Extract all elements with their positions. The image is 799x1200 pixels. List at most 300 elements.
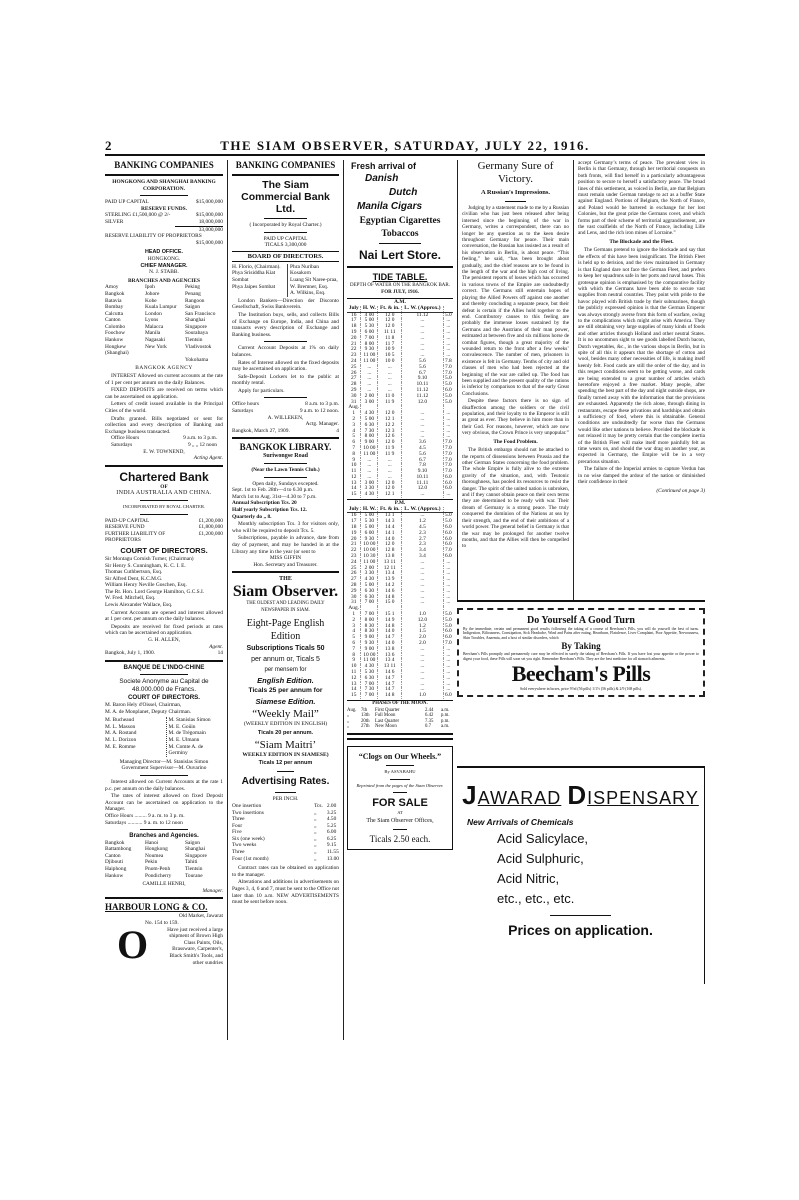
tide-cell: 12 0 <box>378 312 402 318</box>
branch: Bangkok <box>105 290 125 297</box>
article-paragraph: The Germans pretend to ignore the blockade and say that the effects of this have been insignificant. The British Fleet is held up to derision, and the view maintained in Germany is that England dare not face the German Fleet, and prefers to keep her squadrons safe in her ports and naval bases. This grotesque opinion is emphasised by the comparative facility with which the Germans have been able to secure vast supplies from neutral countries. They point with pride to the havoc played with British trade by their submarines, though the publicly expressed opinion is that the German Emperor was always strongly averse from this form of warfare, owing to the complications which might arise with America. They are still obtaining very large supplies of many kinds of foods and other articles through Holland and other neutral States. It is no uncommon sight to see goods labelled Dutch bacon, Dutch vegetables, &c., in the various shops in Berlin, but in spite of all this it appears that the shortage of cotton and wool, besides many other necessities of life, is making itself keenly felt. Food cards are still the order of the day, and in this respect conditions seem to be getting worse, and cards are being extended to a great number of articles which heretofore enjoyed a free market. Many people, after spending the best part of the day and night outside shops, are finally turned away with the information that the provisions are exhausted. Apparently the rich alone, through dining in restaurants, escape these privations and hardships and obtain a sufficiency of food, where this is obtainable. General conditions are undoubtedly far worse than the Germans would like other nations to believe. Provided the blockade is not relaxed it may be pretty certain that the complete inertia of the British Fleet will make itself more painfully felt as time wears on, and should the war drag on another year, as expected in Germany, the Empire will be in a very precarious situation. <box>578 247 705 465</box>
siamese-edition: Siamese Edition. <box>255 697 316 707</box>
tide-cell: 6.7 <box>402 458 444 464</box>
dateline: Bangkok, July 1, 1900. <box>105 650 156 657</box>
office-hours: Office Hours ......... 9 a. m. to 3 p. m. <box>105 812 185 819</box>
tide-cell: ... <box>443 653 453 659</box>
tide-cell: 11.12 <box>402 394 444 400</box>
col-header: Ft. & in. <box>378 306 402 312</box>
rate-value: 6.00 <box>326 829 337 836</box>
branch: Hongkong <box>145 846 168 853</box>
tide-cell: ... <box>443 492 453 498</box>
reserve-heading: RESERVE FUNDS. <box>141 205 187 212</box>
subtitle: Societe Anonyme au Capital de 48.000.000 de Francs. <box>119 678 209 694</box>
tide-cell: 6 00 <box>361 330 378 336</box>
divider <box>105 660 223 662</box>
director: M. E. Romme <box>105 743 136 750</box>
tide-cell: 13 8 <box>378 647 402 653</box>
tide-cell: 12 3 <box>378 429 402 435</box>
tide-cell: ... <box>443 336 453 342</box>
hsbc-ad <box>105 179 223 462</box>
company-name: HARBOUR LONG & CO. <box>105 902 208 913</box>
tide-cell: 5 <box>352 433 356 440</box>
tide-cell: 5.6 <box>402 365 444 371</box>
tide-cell: 9 <box>352 657 356 664</box>
tide-cell: 26 <box>351 369 357 376</box>
tide-cell: 10 <box>351 663 357 670</box>
moon-cell: „ <box>347 713 350 719</box>
eight-page-edition: Eight-Page English Edition <box>246 618 325 643</box>
tide-cell: ... <box>443 682 453 688</box>
tide-cell: 5.0 <box>444 311 452 318</box>
divider <box>386 765 415 766</box>
section-heading: BANKING COMPANIES <box>235 160 336 170</box>
tide-cell: 27 <box>351 576 357 583</box>
tide-cell: ... <box>443 664 453 670</box>
branch: Noumea <box>145 852 164 859</box>
tide-cell: 30 <box>351 593 357 600</box>
board-heading: BOARD OF DIRECTORS. <box>232 251 339 262</box>
tide-cell: 12 0 <box>378 440 402 446</box>
moon-phases <box>347 700 453 730</box>
tide-cell: 9 00 <box>361 440 378 446</box>
branch: Nagasaki <box>145 337 166 344</box>
tide-cell: 12 1 <box>378 417 402 423</box>
director: M. Comte A. de Germiny <box>168 743 204 757</box>
bank-name: BANQUE DE L'INDO-CHINE <box>123 663 205 671</box>
tide-cell: 26 <box>351 570 357 577</box>
col-header: L. W. (Approx.) <box>402 507 444 513</box>
tide-cell: 8 00 <box>361 342 378 348</box>
tide-cell: 7 00 <box>361 612 378 618</box>
tide-cell: 5 00 <box>361 318 378 324</box>
director: William Henry Neville Goschen, Esq. <box>105 582 187 589</box>
tide-cell: 5.0 <box>444 622 452 629</box>
tide-cell: ... <box>443 429 453 435</box>
director: A. Wilkins, Esq. <box>290 290 326 297</box>
tide-cell: 8 00 <box>361 618 378 624</box>
branch: Canton <box>105 852 121 859</box>
tide-cell: ... <box>402 566 444 572</box>
tide-cell: 2.0 <box>402 641 444 647</box>
tide-cell: 11 7 <box>378 342 402 348</box>
branch: Foochow <box>105 330 126 337</box>
tide-cell: ... <box>443 687 453 693</box>
article-paragraph: The failure of the Imperial armies to capture Verdun has in no wise damped the ardour of the nation or diminished their confidence in their <box>578 466 705 486</box>
value: $15,000,000 <box>196 199 223 206</box>
by-taking: By Taking <box>561 641 601 652</box>
tide-cell: 8 30 <box>361 624 378 630</box>
divider <box>347 733 453 735</box>
tide-cell: 3.4 <box>402 554 444 560</box>
tide-row <box>347 492 453 498</box>
rates-table <box>232 803 339 862</box>
branch <box>105 357 143 364</box>
tide-cell: ... <box>361 376 378 382</box>
divider <box>105 174 223 176</box>
tide-cell: 5 30 <box>361 519 378 525</box>
tide-cell: 6.0 <box>444 553 452 560</box>
tide-cell: 14 8 <box>378 693 402 699</box>
tide-cell: ... <box>378 371 402 377</box>
label: Office hours <box>232 401 259 408</box>
newspaper-page <box>105 138 705 1058</box>
branch: Malacca <box>145 323 164 330</box>
branch: Djibouti <box>105 859 123 866</box>
tide-cell: 11.12 <box>402 312 444 318</box>
harbour-long-ad <box>105 902 223 968</box>
tide-cell: 14 0 <box>378 641 402 647</box>
prices-on-application: Prices on application. <box>508 922 653 938</box>
rate-label: Five <box>232 829 242 836</box>
hours: Sept. 1st to Feb. 28th—4 to 6.30 p.m. <box>232 487 314 494</box>
tide-cell: 12.0 <box>402 618 444 624</box>
value: $15,000,000 <box>196 212 223 219</box>
moon-cell: 27th <box>361 724 370 730</box>
tide-cell: 10 30 <box>361 554 378 560</box>
subscription-line: Ticals 12 per annum <box>258 760 313 767</box>
rate-label: Three <box>232 849 245 856</box>
tide-cell: 5.0 <box>444 381 452 388</box>
tide-cell: 1 <box>352 611 356 618</box>
rate-value: 3.25 <box>326 809 337 816</box>
chemical-item: Acid Sulphuric, <box>497 851 584 866</box>
tide-cell: ... <box>378 469 402 475</box>
total: 33,000,000 <box>175 226 223 234</box>
rate-unit: „ <box>314 822 317 829</box>
tide-cell: ... <box>443 560 453 566</box>
moon-phase-row <box>347 724 453 730</box>
divider <box>140 195 187 196</box>
tide-cell: 14 1 <box>378 531 402 537</box>
siam-observer-ad <box>232 576 339 768</box>
branch: Kobe <box>145 297 157 304</box>
divider <box>550 915 612 916</box>
rate-label: Two weeks <box>232 842 257 849</box>
book-title: “Clogs on Our Wheels.” <box>358 751 442 761</box>
tide-cell: ... <box>402 595 444 601</box>
tide-cell: 11 <box>351 468 357 475</box>
tide-cell: 13 11 <box>378 560 402 566</box>
tide-cell: 22 <box>351 346 357 353</box>
tide-cell: ... <box>443 577 453 583</box>
value: £1,200,000 <box>198 530 223 537</box>
tide-cell: ... <box>402 589 444 595</box>
danish: Danish <box>365 173 399 184</box>
tide-cell: 3 <box>352 622 356 629</box>
director: Thomas Cuthbertson, Esq. <box>105 569 163 576</box>
tide-cell: 7.0 <box>444 439 452 446</box>
tide-cell: 14 9 <box>378 618 402 624</box>
tide-cell: ... <box>361 382 378 388</box>
col-header: H. W. <box>362 505 376 512</box>
paragraph: Apply for particulars. <box>238 387 285 394</box>
value: 9 a.m. to 3 p.m. <box>183 435 217 442</box>
rate-label: Three <box>232 816 245 823</box>
price: Ticals 2.50 each. <box>369 833 431 844</box>
tide-cell: 6.0 <box>444 473 452 480</box>
tide-cell: 7.0 <box>444 468 452 475</box>
divider <box>264 218 307 219</box>
court-heading: COURT OF DIRECTORS. <box>120 545 208 555</box>
tide-cell: ... <box>402 423 444 429</box>
branch: Tientsin <box>185 866 203 873</box>
col-header: H. W. <box>362 304 376 311</box>
tide-cell: 9 00 <box>361 647 378 653</box>
subscription: Half yearly Subscription Tcs. 12. <box>232 507 307 513</box>
tide-cell: ... <box>443 676 453 682</box>
branch: Hongkew (Shanghai) <box>105 343 129 357</box>
tide-cell: ... <box>443 595 453 601</box>
branch: Tourane <box>185 872 203 879</box>
article-subheading: The Blockade and the Fleet. <box>609 238 674 245</box>
director: The Rt. Hon. Lord George Hamilton, G.C.S.I. <box>105 588 205 595</box>
library-name: BANGKOK LIBRARY. <box>239 442 332 453</box>
masthead <box>105 138 705 156</box>
indochine-ad <box>105 665 223 895</box>
name-part: AWARAD <box>477 788 562 808</box>
tide-cell: 11 00 <box>361 658 378 664</box>
tide-cell: 12.0 <box>402 486 444 492</box>
tide-cell: 13 4 <box>378 571 402 577</box>
tide-cell: 5 00 <box>361 417 378 423</box>
tide-row <box>347 693 453 699</box>
tide-month: FOR JULY, 1916. <box>381 289 419 295</box>
tide-cell: Aug. <box>348 605 360 612</box>
siam-observer-logo: Siam Observer. <box>232 582 339 600</box>
tide-cell: 6 <box>352 439 356 446</box>
tide-cell: 7.8 <box>444 357 452 364</box>
article-paragraph: Judging by a statement made to me by a Russian civilian who has just been released after being interned since the beginning of the war in Germany, writes a correspondent, there can no longer be any question as to the keen desire throughout Germany for peace. Their main conversation, the Russian has insisted as a result of his observation in Berlin, is about peace. “This feeling,” he said, “has been brought about gradually, and the chief reasons are to be found in the length of the war and the high cost of living. The persistent reports of losses which has occurred in various towns of the Empire are undoubtedly correct. The Germans still entertain hopes of playing the Allied Powers off against one another and thereby concluding a separate peace, but their defeat is certain if the Allies hold together to the end. Contributory causes to this feeling are probably the immense losses sustained by the Germans and the Austrians of their man power, estimated at between five and six millions horse de combat figures, though a great majority of the wounded return to the front after a few weeks’ convalescence. The number of men, prisoners in existence is felt in Germany. Tenths of city and old classes of men who had been rejected at the beginning of the war are called up. The food has been supplied and the present quality of the rations is inferior by comparison to that of the early Great Conclusions. <box>462 205 569 397</box>
tide-cell: 6.7 <box>402 371 444 377</box>
tide-cell: 14 2 <box>378 583 402 589</box>
tide-cell: 6.0 <box>444 485 452 492</box>
tide-cell: 2.0 <box>402 635 444 641</box>
tide-cell: 12 0 <box>378 481 402 487</box>
divider <box>140 674 187 675</box>
tide-cell: 16 <box>351 311 357 318</box>
weekly-mail: “Weekly Mail” <box>252 708 319 721</box>
director: M. de Trégomain <box>168 730 206 737</box>
branch: Peking <box>185 284 200 291</box>
tide-cell: 5.0 <box>444 611 452 618</box>
tide-cell: 1.5 <box>402 629 444 635</box>
col-header: L. W. (Approx.) <box>402 306 444 312</box>
signatory: E. W. TOWNEND, <box>143 448 185 455</box>
saturday-hours: Saturdays ........... 9 a. m. to 12 noon <box>105 819 183 826</box>
tide-cell: ... <box>402 411 444 417</box>
tide-cell: ... <box>402 429 444 435</box>
the-label: THE <box>279 576 292 583</box>
article-paragraph: accept Germany’s terms of peace. The prevalent view in Berlin is that Germany, through her territorial conquests on both fronts, will find herself in a particularly advantageous position to secure to herself a satisfactory peace. The broad lines of this settlement, as voiced in Berlin, are that Belgium must remain under German tutelage to act as a buffer State against England. Portions of Belgium, the North of France, and Poland would be bartered in exchange for her lost Colonies, but the great prize the Germans covet, and which forms part of their scheme of territorial aggrandisement, are the vast coalfields of the North of France, including Lille and Lens, and the rich iron mines of Lorraine.” <box>578 160 705 237</box>
of-label: OF <box>160 483 168 490</box>
tide-cell: 12 0 <box>378 411 402 417</box>
tide-am-table <box>347 306 453 498</box>
branch: Manila <box>145 330 161 337</box>
tide-cell: 10 9 <box>378 347 402 353</box>
tide-cell: 5 30 <box>361 670 378 676</box>
column-4 <box>457 160 569 600</box>
tide-cell: 7 <box>352 444 356 451</box>
tide-cell: 5 30 <box>361 324 378 330</box>
rate-unit: Tcs. <box>314 802 323 809</box>
moon-cell: 7.35 <box>425 718 434 724</box>
paragraph: Interest allowed on Current Accounts at the rate 1 p.c. per annum on the daily balances. <box>105 778 223 792</box>
name-part: ISPENSARY <box>587 788 699 808</box>
director: M. Stanislas Simon <box>168 717 211 724</box>
library-road: Suriwongse Road <box>263 453 308 460</box>
tide-cell: 14 8 <box>378 624 402 630</box>
tide-cell: 6 00 <box>361 531 378 537</box>
rate-label: Two insertions <box>232 809 264 816</box>
tide-cell: 21 <box>351 340 357 347</box>
opening-info: Open daily, Sundays excepted. <box>252 480 319 487</box>
tide-cell: ... <box>443 566 453 572</box>
signatory: A. WILLEKEN, <box>267 414 304 421</box>
tide-cell: 13 1 <box>378 513 402 519</box>
signatory: MISS GIFFIN <box>269 555 302 562</box>
tide-cell: 7 00 <box>361 600 378 606</box>
subscription-line: per annum or, Ticals 5 <box>251 656 320 664</box>
tide-cell: ... <box>443 670 453 676</box>
paragraph: Drafts granted. Bills negotiated or sent for collection and every description of Banking and Exchange business transacted. <box>105 415 223 435</box>
article-subheading: The Food Problem. <box>493 438 538 445</box>
divider <box>275 792 296 793</box>
tide-pm-table <box>347 507 453 699</box>
tide-cell: ... <box>378 458 402 464</box>
divider <box>264 397 307 398</box>
tide-cell: ... <box>402 353 444 359</box>
tide-cell: ... <box>443 330 453 336</box>
store-name: Nai Lert Store. <box>358 248 442 262</box>
tide-cell: ... <box>402 647 444 653</box>
signatory-title: Manager. <box>202 887 223 894</box>
initial-d: D <box>567 780 588 810</box>
tide-cell: 5.0 <box>444 392 452 399</box>
tide-cell: 5 00 <box>361 525 378 531</box>
rate-value: 2.00 <box>326 802 337 809</box>
tide-cell: 24 <box>351 357 357 364</box>
director: Sir Henry S. Cunningham, K. C. I. E. <box>105 562 186 569</box>
label: PAID-UP CAPITAL <box>105 517 150 524</box>
tide-cell: 3 30 <box>361 571 378 577</box>
director: M. L. Dorizon <box>105 736 137 743</box>
tide-cell: ... <box>402 336 444 342</box>
branch: Calcutta <box>105 310 123 317</box>
bank-name: The Siam Commercial Bank Ltd. <box>241 179 330 215</box>
rate-unit: „ <box>314 855 317 862</box>
branch: Haiphong <box>105 866 127 873</box>
moon-cell: Last Quarter <box>375 718 400 724</box>
siam-commercial-bank-ad <box>232 179 339 434</box>
tide-cell: 12 11 <box>378 566 402 572</box>
tide-cell: ... <box>402 330 444 336</box>
rate-label: Four (1st month) <box>232 855 269 862</box>
branch: Kuala Lumpur <box>145 304 177 311</box>
tide-cell: 12 0 <box>378 324 402 330</box>
tide-cell: 12 2 <box>378 423 402 429</box>
decorative-initial-letter: O <box>117 922 149 968</box>
tide-cell: 31 <box>351 398 357 405</box>
tide-cell: 5.0 <box>444 512 452 519</box>
tide-cell: 10 00 <box>361 446 378 452</box>
tide-cell: ... <box>378 376 402 382</box>
tide-cell: ... <box>443 411 453 417</box>
divider <box>264 463 307 464</box>
tide-cell: 7.8 <box>402 463 444 469</box>
tide-cell: 9.10 <box>402 376 444 382</box>
per-inch-label: PER INCH. <box>272 796 299 803</box>
tide-cell: ... <box>443 347 453 353</box>
region: INDIA AUSTRALIA AND CHINA. <box>116 490 212 497</box>
tide-cell: 7.0 <box>444 456 452 463</box>
english-edition: English Edition. <box>257 676 314 686</box>
tide-cell: 20 <box>351 334 357 341</box>
tide-cell: ... <box>361 365 378 371</box>
clogs-ad <box>347 746 453 850</box>
chartered-bank-ad <box>105 470 223 657</box>
tide-cell: 23 <box>351 352 357 359</box>
branches-list <box>105 284 223 363</box>
divider <box>379 243 421 244</box>
branch: Canton <box>105 317 121 324</box>
tide-cell: 12 0 <box>378 542 402 548</box>
branch: Pondicherry <box>145 872 172 879</box>
tide-cell: 8 <box>352 651 356 658</box>
article-headline: Germany Sure of Victory. <box>477 160 554 185</box>
page-number: 2 <box>105 138 112 153</box>
divider <box>347 738 453 740</box>
moon-cell: „ <box>347 718 350 724</box>
tide-cell: ... <box>402 687 444 693</box>
tide-cell: 14 <box>351 686 357 693</box>
moon-cell: „ <box>347 724 350 730</box>
tagline: THE OLDEST AND LEADING DAILY NEWSPAPER IN SIAM. <box>246 600 325 613</box>
value: 8 a.m. to 3 p.m. <box>305 401 339 408</box>
rate-label: Four <box>232 822 243 829</box>
divider <box>105 897 223 899</box>
chief-manager-name: N. J. STABB. <box>149 269 179 276</box>
director: Phya Jaipes Sombat <box>232 283 276 290</box>
paragraph: Safe-Deposit Lockers let to the public at monthly rental. <box>232 373 339 387</box>
tide-cell: 12 <box>351 473 357 480</box>
fresh-arrival: Fresh arrival of <box>351 161 417 171</box>
tide-cell: 11 0 <box>378 394 402 400</box>
paragraph: Rates of Interest allowed on the fixed deposits may be ascertained on application. <box>232 359 339 373</box>
col-header: July <box>347 306 361 312</box>
newspaper-title: THE SIAM OBSERVER, SATURDAY, JULY 22, 1916. <box>220 138 590 153</box>
divider <box>140 500 187 501</box>
tide-cell: ... <box>402 492 444 498</box>
tide-cell: 28 <box>351 381 357 388</box>
tide-cell: 6 30 <box>361 595 378 601</box>
tide-cell: 1.0 <box>402 612 444 618</box>
chartered-bank-name: Chartered Bank <box>119 469 209 484</box>
tide-cell: 13 8 <box>378 554 402 560</box>
chief-manager-heading: CHIEF MANAGER. <box>140 262 188 269</box>
tide-cell: ... <box>402 513 444 519</box>
tide-cell: 1 <box>352 410 356 417</box>
tide-cell: 15 0 <box>378 600 402 606</box>
tide-cell: 11 00 <box>361 560 378 566</box>
tide-cell: 14 7 <box>378 682 402 688</box>
tide-cell: 6.0 <box>444 628 452 635</box>
paragraph: Deposits are received for fixed periods at rates which can be ascertained on application. <box>105 623 223 637</box>
value: £1,800,000 <box>198 524 223 531</box>
tide-cell: 17 <box>351 518 357 525</box>
tide-cell: ... <box>402 658 444 664</box>
advertising-rates <box>232 775 339 906</box>
